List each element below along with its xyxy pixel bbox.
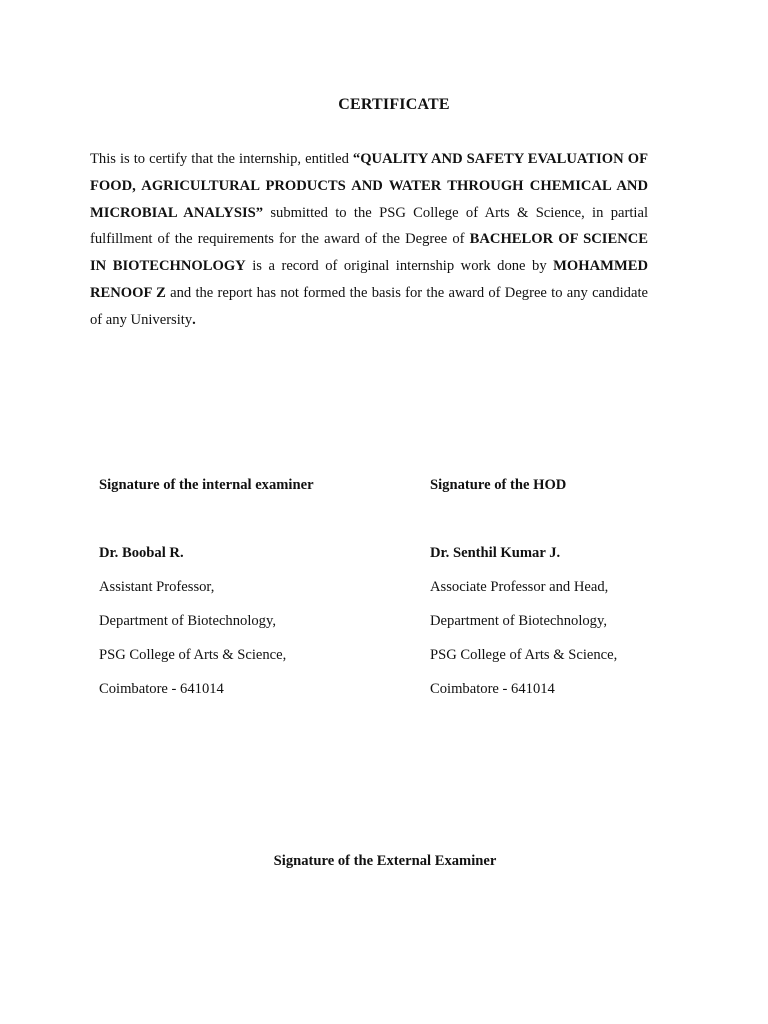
certificate-title: CERTIFICATE <box>338 96 450 113</box>
student-name: MOHAMMED RENOOF Z <box>90 258 648 301</box>
external-examiner-signature-label: Signature of the External Examiner <box>273 853 497 869</box>
internal-examiner-signature-label: Signature of the internal examiner <box>99 477 314 493</box>
hod-college: PSG College of Arts & Science, <box>430 647 618 663</box>
internal-examiner-block <box>99 474 399 700</box>
degree-name: BACHELOR OF SCIENCE IN BIOTECHNOLOGY <box>90 231 648 275</box>
hod-signature-label: Signature of the HOD <box>430 477 567 493</box>
internal-examiner-college: PSG College of Arts & Science, <box>99 647 287 663</box>
certificate-body <box>90 146 648 334</box>
hod-city: Coimbatore - 641014 <box>430 681 555 697</box>
hod-designation: Associate Professor and Head, <box>430 579 609 595</box>
internal-examiner-designation: Assistant Professor, <box>99 579 215 595</box>
body-intro-text: This is to certify that the internship, entitled <box>90 151 353 167</box>
body-closing-text: and the report has not formed the basis for the award of Degree to any candidate of any University <box>90 284 648 328</box>
body-record-text: is a record of original internship work done by <box>245 258 554 275</box>
project-title: “QUALITY AND SAFETY EVALUATION OF FOOD, AGRICULTURAL PRODUCTS AND WATER THROUGH CHEMICAL AND MICROBIAL ANALYSIS” <box>90 151 648 221</box>
hod-block <box>430 474 730 700</box>
body-submission-text: submitted to the PSG College of Arts & Science, in partial fulfillment of the requirements for the award of the Degree of <box>90 204 648 248</box>
internal-examiner-name: Dr. Boobal R. <box>99 545 184 561</box>
hod-department: Department of Biotechnology, <box>430 613 607 629</box>
internal-examiner-department: Department of Biotechnology, <box>99 613 276 629</box>
body-end-period: . <box>192 311 196 328</box>
internal-examiner-city: Coimbatore - 641014 <box>99 681 224 697</box>
hod-name: Dr. Senthil Kumar J. <box>430 545 561 561</box>
